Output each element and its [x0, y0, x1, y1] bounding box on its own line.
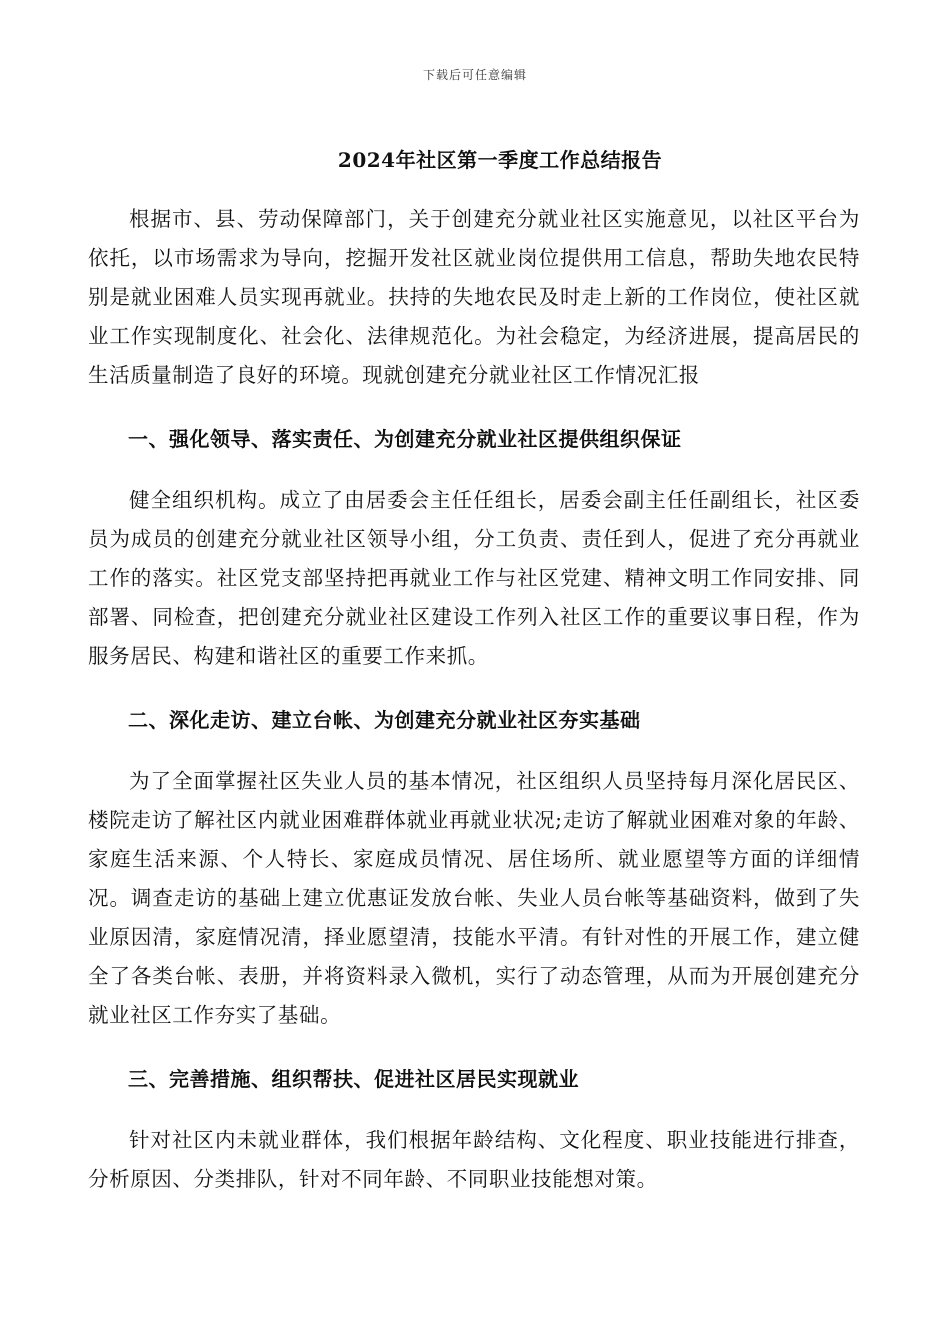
section-2-heading: 二、深化走访、建立台帐、为创建充分就业社区夯实基础 [128, 708, 641, 732]
section-3-heading: 三、完善措施、组织帮扶、促进社区居民实现就业 [128, 1067, 579, 1091]
document-title: 2024年社区第一季度工作总结报告 [337, 148, 663, 172]
intro-paragraph: 根据市、县、劳动保障部门，关于创建充分就业社区实施意见，以社区平台为依托，以市场需求为导向，挖掘开发社区就业岗位提供用工信息，帮助失地农民特别是就业困难人员实现再就业。扶持的失地农民及时走上新的工作岗位，使社区就业工作实现制度化、社会化、法律规范化。为社会稳定，为经济进展，提高居民的生活质量制造了良好的环境。现就创建充分就业社区工作情况汇报 [88, 207, 860, 387]
section-3-body: 针对社区内未就业群体，我们根据年龄结构、文化程度、职业技能进行排查，分析原因、分类排队，针对不同年龄、不同职业技能想对策。 [88, 1128, 860, 1191]
document-body [88, 200, 860, 1199]
header-note: 下载后可任意编辑 [422, 68, 527, 82]
section-2-body: 为了全面掌握社区失业人员的基本情况，社区组织人员坚持每月深化居民区、楼院走访了解社区内就业困难群体就业再就业状况;走访了解就业困难对象的年龄、家庭生活来源、个人特长、家庭成员情况、居住场所、就业愿望等方面的详细情况。调查走访的基础上建立优惠证发放台帐、失业人员台帐等基础资料，做到了失业原因清，家庭情况清，择业愿望清，技能水平清。有针对性的开展工作，建立健全了各类台帐、表册，并将资料录入微机，实行了动态管理，从而为开展创建充分就业社区工作夯实了基础。 [88, 769, 860, 1027]
section-1-heading: 一、强化领导、落实责任、为创建充分就业社区提供组织保证 [128, 427, 682, 451]
section-1-body: 健全组织机构。成立了由居委会主任任组长，居委会副主任任副组长，社区委员为成员的创建充分就业社区领导小组，分工负责、责任到人，促进了充分再就业工作的落实。社区党支部坚持把再就业工作与社区党建、精神文明工作同安排、同部署、同检查，把创建充分就业社区建设工作列入社区工作的重要议事日程，作为服务居民、构建和谐社区的重要工作来抓。 [88, 488, 860, 668]
